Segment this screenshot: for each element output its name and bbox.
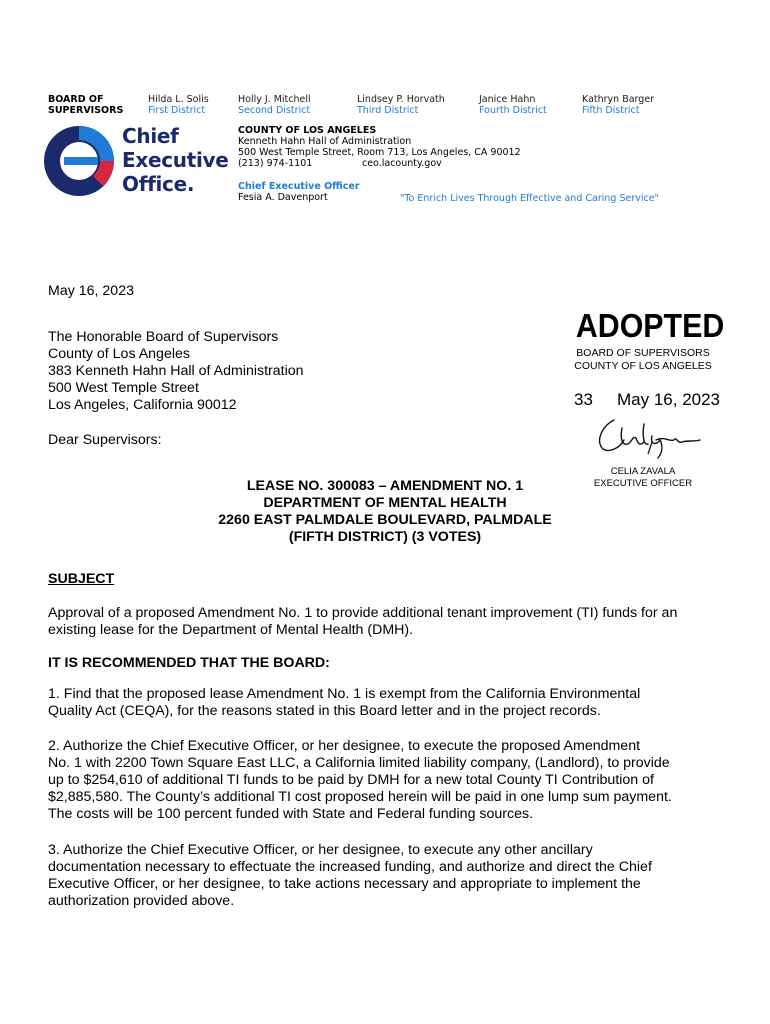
supervisor-3: Lindsey P. Horvath Third District — [357, 94, 445, 116]
letter-date: May 16, 2023 — [48, 283, 134, 299]
subject-heading: SUBJECT — [48, 571, 115, 587]
stamp-date: May 16, 2023 — [617, 390, 721, 409]
board-label: BOARD OF SUPERVISORS — [48, 94, 124, 116]
stamp-line1: BOARD OF SUPERVISORS — [576, 347, 710, 359]
county-address: COUNTY OF LOS ANGELES Kenneth Hahn Hall of Administration 500 West Temple Street, Room 713, Los Angeles, CA 90012 (213) 974-1101 ceo.lacounty.gov — [238, 125, 521, 169]
subject-paragraph: Approval of a proposed Amendment No. 1 to provide additional tenant improvement (TI) funds for an existing lease for the Department of Mental Health (DMH). — [48, 605, 678, 638]
supervisor-4: Janice Hahn Fourth District — [479, 94, 547, 116]
adopted-stamp — [570, 307, 725, 373]
supervisor-5: Kathryn Barger Fifth District — [582, 94, 655, 116]
phone: (213) 974-1101 — [238, 158, 313, 169]
stamp-item-number: 33 — [574, 390, 593, 409]
logo-wordmark: Chief Executive Office. — [122, 124, 229, 196]
supervisor-1: Hilda L. Solis First District — [148, 94, 209, 116]
recommend-heading: IT IS RECOMMENDED THAT THE BOARD: — [48, 655, 330, 671]
recommendation-3: 3. Authorize the Chief Executive Officer, or her designee, to execute any other ancillary documentation necessary to effectuate the increased funding, and authorize and direct the Chief Executive Officer, or her designee, to take actions necessary and appropriate to implement the authorization provided above. — [48, 842, 652, 909]
stamp-status: ADOPTED — [575, 307, 725, 344]
supervisor-2: Holly J. Mitchell Second District — [238, 94, 311, 116]
recommendation-1: 1. Find that the proposed lease Amendment No. 1 is exempt from the California Environmental Quality Act (CEQA), for the reasons stated in this Board letter and in the project records. — [48, 686, 641, 719]
motto: "To Enrich Lives Through Effective and Caring Service" — [400, 193, 659, 204]
stamp-line2: COUNTY OF LOS ANGELES — [574, 360, 712, 372]
ceo-logo-icon — [44, 126, 114, 196]
website-link[interactable]: ceo.lacounty.gov — [362, 158, 442, 169]
salutation: Dear Supervisors: — [48, 432, 162, 448]
recommendation-2: 2. Authorize the Chief Executive Officer, or her designee, to execute the proposed Amendment No. 1 with 2200 Town Square East LLC, a California limited liability company, (Landlord), to provide up to $254,610 of additional TI funds to be paid by DMH for a new total County TI Contribution of $2,885,580. The County’s additional TI cost proposed herein will be paid in one lump sum payment. The costs will be 100 percent funded with State and Federal funding sources. — [48, 738, 672, 822]
recipient-address: The Honorable Board of Supervisors County of Los Angeles 383 Kenneth Hahn Hall of Administration 500 West Temple Street Los Angeles, California 90012 — [48, 329, 304, 413]
letter-title: LEASE NO. 300083 – AMENDMENT NO. 1 DEPARTMENT OF MENTAL HEALTH 2260 EAST PALMDALE BOULEVARD, PALMDALE (FIFTH DISTRICT) (3 VOTES) — [218, 478, 552, 545]
ceo-block: Chief Executive Officer Fesia A. Davenport — [238, 181, 360, 203]
stamp-signer: CELIA ZAVALA EXECUTIVE OFFICER — [593, 466, 693, 489]
signature-icon — [592, 414, 702, 462]
